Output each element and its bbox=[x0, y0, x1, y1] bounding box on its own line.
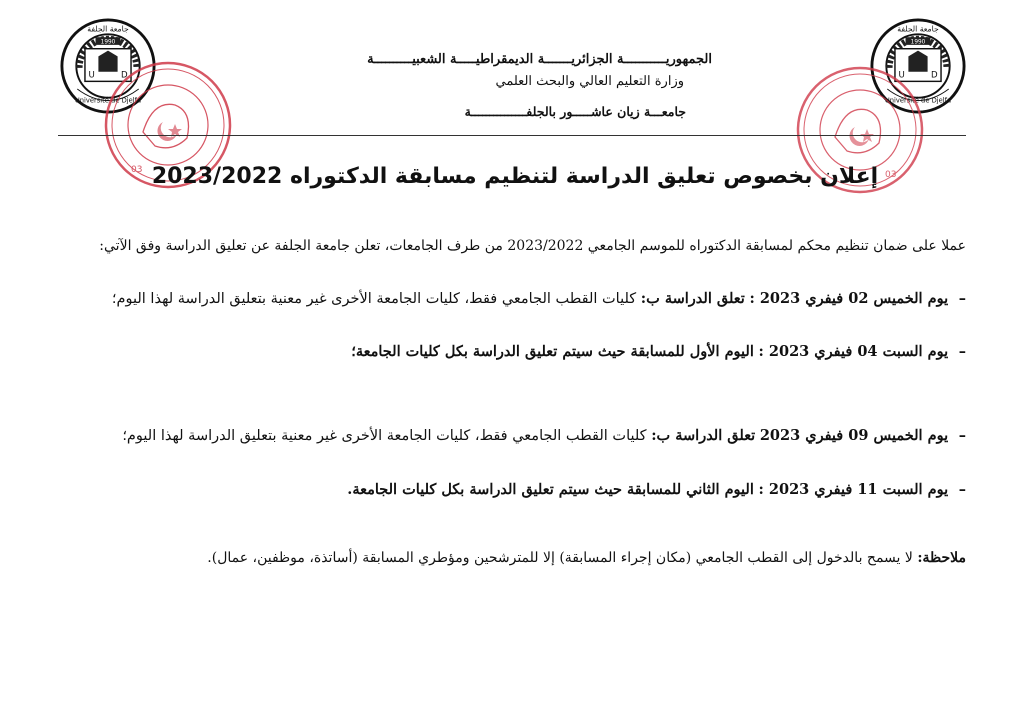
list-item bbox=[347, 481, 966, 498]
item-date: يوم السبت 04 فيفري 2023 : bbox=[758, 343, 949, 360]
item-text: اليوم الأول للمسابقة حيث سيتم تعليق الدراسة بكل كليات الجامعة؛ bbox=[351, 343, 754, 360]
item-text: كليات القطب الجامعي فقط، كليات الجامعة الأخرى غير معنية بتعليق الدراسة لهذا اليوم؛ bbox=[122, 428, 647, 444]
item-date: يوم السبت 11 فيفري 2023 : bbox=[758, 481, 949, 498]
item-date: يوم الخميس 02 فيفري 2023 : bbox=[749, 290, 949, 307]
logo-top-text: جامعة الجلفة bbox=[897, 24, 939, 34]
item-dash: – bbox=[958, 290, 966, 307]
intro-paragraph: عملا على ضمان تنظيم محكم لمسابقة الدكتوراه للموسم الجامعي 2023/2022 من طرف الجامعات، تعلن جامعة الجلفة عن تعليق الدراسة وفق الآتي: bbox=[99, 238, 966, 254]
item-dash: – bbox=[958, 427, 966, 444]
item-text: اليوم الثاني للمسابقة حيث سيتم تعليق الدراسة بكل كليات الجامعة. bbox=[347, 481, 754, 498]
stamp-number: 03 bbox=[885, 170, 897, 180]
logo-letter-right: D bbox=[930, 70, 938, 81]
list-item bbox=[351, 343, 966, 360]
note-paragraph bbox=[207, 550, 966, 566]
note-text: لا يسمح بالدخول إلى القطب الجامعي (مكان إجراء المسابقة) إلا للمترشحين ومؤطري المسابقة (أساتذة، موظفين، عمال). bbox=[207, 550, 913, 566]
logo-year: 1990 bbox=[100, 39, 116, 46]
logo-bottom-text: Université de Djelfa bbox=[884, 96, 952, 105]
note-label: ملاحظة: bbox=[917, 550, 966, 566]
list-item bbox=[112, 290, 966, 307]
stamp-number: 03 bbox=[131, 165, 143, 175]
list-item bbox=[122, 427, 966, 444]
item-label: تعلق الدراسة ب: bbox=[651, 427, 756, 444]
header-ministry: وزارة التعليم العالي والبحث العلمي bbox=[495, 74, 684, 89]
item-dash: – bbox=[958, 481, 966, 498]
announcement-title: إعلان بخصوص تعليق الدراسة لتنظيم مسابقة الدكتوراه 2023/2022 bbox=[151, 164, 879, 189]
item-date: يوم الخميس 09 فيفري 2023 bbox=[759, 427, 949, 444]
logo-year: 1990 bbox=[910, 39, 926, 46]
item-text: كليات القطب الجامعي فقط، كليات الجامعة الأخرى غير معنية بتعليق الدراسة لهذا اليوم؛ bbox=[111, 291, 637, 307]
logo-letter-left: U bbox=[88, 70, 95, 81]
header-university: جامعـــة زيان عاشـــــور بالجلفـــــــــــــــة bbox=[464, 104, 686, 119]
item-dash: – bbox=[958, 343, 966, 360]
header-divider bbox=[58, 135, 966, 136]
header-republic: الجمهوريـــــــــــة الجزائريـــــــة الديمقراطيـــــة الشعبيــــــــــة bbox=[367, 52, 712, 67]
item-label: تعلق الدراسة ب: bbox=[640, 290, 745, 307]
logo-letter-left: U bbox=[898, 70, 905, 81]
logo-top-text: جامعة الجلفة bbox=[87, 24, 129, 34]
logo-bottom-text: Université de Djelfa bbox=[74, 96, 142, 105]
logo-letter-right: D bbox=[120, 70, 128, 81]
